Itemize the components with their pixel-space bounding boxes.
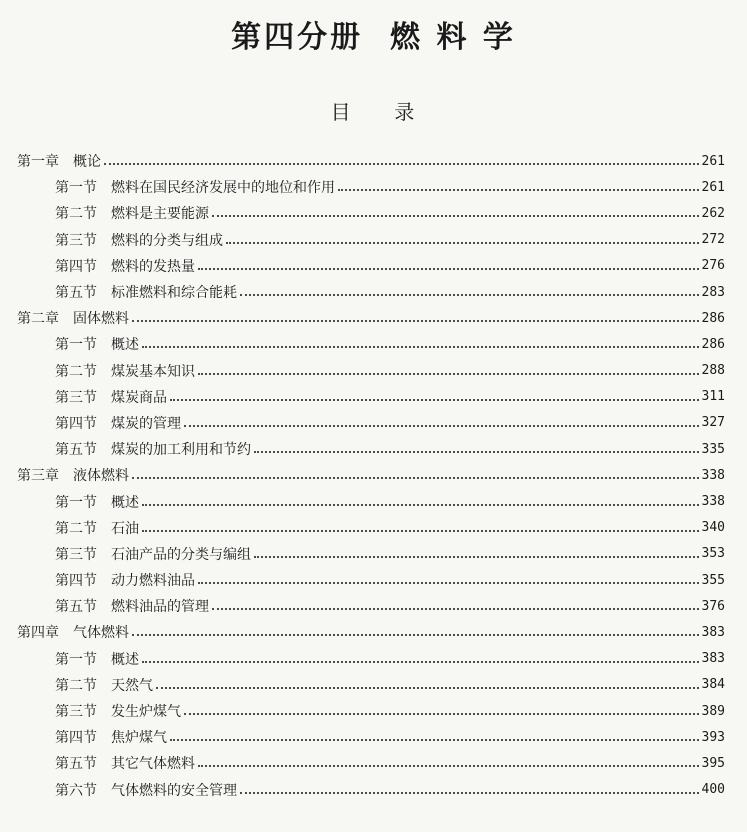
dot-leader	[212, 215, 699, 217]
dot-leader	[170, 399, 699, 401]
toc-section-row	[0, 593, 747, 619]
toc-entry-title: 煤炭商品	[111, 389, 167, 406]
toc-section-row	[0, 279, 747, 305]
toc-section-row	[0, 777, 747, 803]
dot-leader	[156, 687, 699, 689]
toc-page-number: 376	[701, 598, 725, 614]
toc-entry-number: 第一节	[55, 180, 97, 197]
toc-entry-title: 焦炉煤气	[111, 730, 167, 747]
dot-leader	[104, 163, 699, 165]
toc-entry-title: 煤炭的加工利用和节约	[111, 442, 251, 459]
toc-entry-number: 第四节	[55, 258, 97, 275]
toc-entry-number: 第二节	[55, 206, 97, 223]
toc-entry-title: 石油产品的分类与编组	[111, 546, 251, 563]
toc-entry-title: 煤炭的管理	[111, 415, 181, 432]
dot-leader	[254, 556, 699, 558]
dot-leader	[198, 373, 699, 375]
toc-chapter-row	[0, 305, 747, 331]
dot-leader	[198, 582, 699, 584]
toc-page-number: 262	[701, 205, 725, 221]
toc-section-row	[0, 724, 747, 750]
toc-entry-number: 第六节	[55, 782, 97, 799]
toc-entry-number: 第一节	[55, 494, 97, 511]
dot-leader	[254, 451, 699, 453]
table-of-contents	[0, 148, 747, 803]
toc-page-number: 389	[701, 703, 725, 719]
dot-leader	[170, 739, 699, 741]
toc-section-row	[0, 488, 747, 514]
toc-section-row	[0, 750, 747, 776]
toc-page-number: 400	[701, 782, 725, 798]
contents-heading: 目 录	[330, 100, 417, 124]
toc-page-number: 355	[701, 572, 725, 588]
toc-entry-title: 液体燃料	[73, 468, 129, 485]
toc-entry-title: 概述	[111, 337, 139, 354]
toc-entry-title: 概论	[73, 154, 101, 171]
toc-entry-title: 动力燃料油品	[111, 573, 195, 590]
toc-section-row	[0, 567, 747, 593]
dot-leader	[142, 504, 699, 506]
toc-page-number: 311	[701, 389, 725, 405]
dot-leader	[142, 661, 699, 663]
dot-leader	[132, 634, 699, 636]
toc-page-number: 286	[701, 310, 725, 326]
toc-section-row	[0, 227, 747, 253]
toc-entry-title: 燃料在国民经济发展中的地位和作用	[111, 180, 335, 197]
toc-entry-title: 标准燃料和综合能耗	[111, 285, 237, 302]
toc-entry-number: 第四节	[55, 573, 97, 590]
toc-page-number: 340	[701, 520, 725, 536]
dot-leader	[142, 530, 699, 532]
toc-entry-number: 第一节	[55, 337, 97, 354]
toc-page-number: 276	[701, 258, 725, 274]
toc-chapter-row	[0, 619, 747, 645]
toc-section-row	[0, 174, 747, 200]
toc-page-number: 335	[701, 441, 725, 457]
toc-entry-number: 第五节	[55, 285, 97, 302]
toc-section-row	[0, 200, 747, 226]
toc-entry-title: 煤炭基本知识	[111, 363, 195, 380]
toc-entry-title: 气体燃料的安全管理	[111, 782, 237, 799]
toc-entry-title: 燃料的分类与组成	[111, 232, 223, 249]
dot-leader	[198, 268, 699, 270]
toc-section-row	[0, 331, 747, 357]
toc-entry-number: 第四章	[17, 625, 59, 642]
dot-leader	[132, 320, 699, 322]
toc-section-row	[0, 515, 747, 541]
toc-entry-number: 第五节	[55, 756, 97, 773]
toc-page-number: 383	[701, 651, 725, 667]
toc-section-row	[0, 436, 747, 462]
toc-page-number: 283	[701, 284, 725, 300]
toc-section-row	[0, 358, 747, 384]
toc-chapter-row	[0, 148, 747, 174]
toc-entry-number: 第三节	[55, 232, 97, 249]
toc-entry-number: 第五节	[55, 442, 97, 459]
toc-entry-title: 气体燃料	[73, 625, 129, 642]
toc-page-number: 393	[701, 729, 725, 745]
toc-page-number: 327	[701, 415, 725, 431]
toc-entry-title: 概述	[111, 651, 139, 668]
toc-page-number: 288	[701, 363, 725, 379]
toc-entry-number: 第四节	[55, 730, 97, 747]
toc-section-row	[0, 541, 747, 567]
toc-entry-number: 第四节	[55, 415, 97, 432]
toc-section-row	[0, 646, 747, 672]
toc-entry-title: 发生炉煤气	[111, 704, 181, 721]
toc-entry-number: 第五节	[55, 599, 97, 616]
dot-leader	[184, 425, 699, 427]
toc-section-row	[0, 672, 747, 698]
toc-entry-title: 燃料是主要能源	[111, 206, 209, 223]
toc-page-number: 338	[701, 494, 725, 510]
toc-entry-number: 第一节	[55, 651, 97, 668]
toc-entry-number: 第一章	[17, 154, 59, 171]
dot-leader	[184, 713, 699, 715]
dot-leader	[226, 242, 699, 244]
toc-entry-title: 其它气体燃料	[111, 756, 195, 773]
toc-entry-title: 天然气	[111, 677, 153, 694]
toc-entry-number: 第三节	[55, 546, 97, 563]
toc-page-number: 395	[701, 755, 725, 771]
toc-page-number: 286	[701, 336, 725, 352]
book-title: 第四分册 燃 料 学	[231, 20, 516, 55]
toc-page-number: 261	[701, 179, 725, 195]
toc-entry-title: 固体燃料	[73, 311, 129, 328]
toc-section-row	[0, 410, 747, 436]
dot-leader	[212, 608, 699, 610]
toc-page-number: 383	[701, 624, 725, 640]
toc-page-number: 353	[701, 546, 725, 562]
dot-leader	[132, 477, 699, 479]
toc-entry-number: 第二章	[17, 311, 59, 328]
toc-entry-number: 第三节	[55, 389, 97, 406]
toc-entry-title: 概述	[111, 494, 139, 511]
toc-section-row	[0, 253, 747, 279]
toc-entry-number: 第二节	[55, 363, 97, 380]
dot-leader	[240, 294, 699, 296]
toc-entry-number: 第二节	[55, 520, 97, 537]
toc-page-number: 261	[701, 153, 725, 169]
toc-page-number: 338	[701, 467, 725, 483]
toc-entry-number: 第三节	[55, 704, 97, 721]
toc-entry-number: 第三章	[17, 468, 59, 485]
toc-chapter-row	[0, 462, 747, 488]
dot-leader	[198, 765, 699, 767]
dot-leader	[338, 189, 699, 191]
toc-page-number: 272	[701, 232, 725, 248]
toc-entry-title: 燃料油品的管理	[111, 599, 209, 616]
dot-leader	[142, 346, 699, 348]
toc-entry-title: 燃料的发热量	[111, 258, 195, 275]
dot-leader	[240, 792, 699, 794]
toc-entry-title: 石油	[111, 520, 139, 537]
toc-entry-number: 第二节	[55, 677, 97, 694]
toc-section-row	[0, 384, 747, 410]
toc-page-number: 384	[701, 677, 725, 693]
toc-section-row	[0, 698, 747, 724]
